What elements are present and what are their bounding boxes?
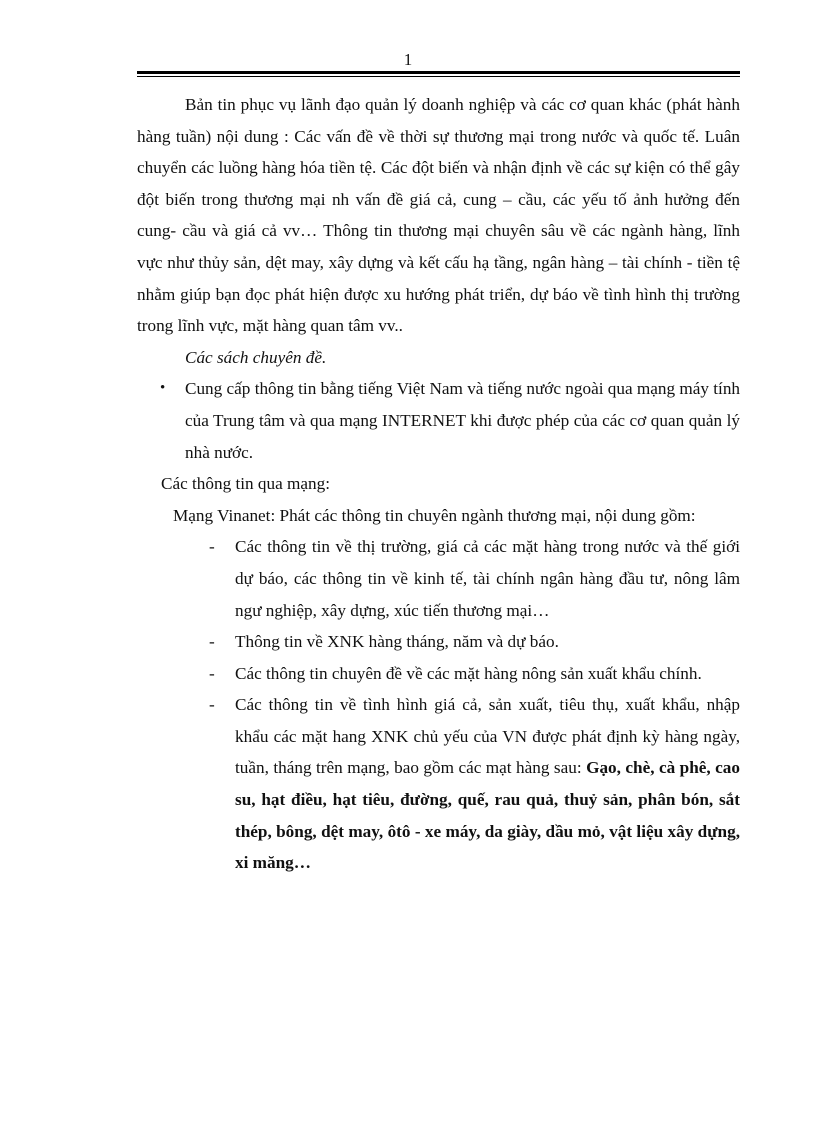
list-item-text: Các thông tin về tình hình giá cả, sản xuất, tiêu thụ, xuất khẩu, nhập khẩu các mặt hang XNK chủ yếu của VN được phát định kỳ hàng ngày, tuần, tháng trên mạng, bao gồm các mạt hàng sau: [235,695,740,778]
commodities-list: Gạo, chè, cà phê, cao su, hạt điều, hạt tiêu, đường, quế, rau quả, thuỷ sản, phân bón, sắt thép, bông, dệt may, ôtô - xe máy, da giày, dầu mỏ, vật liệu xây dựng, xi măng… [235,758,740,873]
dash-icon: - [209,695,215,715]
list-item [137,626,740,658]
dash-list [137,531,740,879]
list-item-text: Các thông tin về thị trường, giá cả các mặt hàng trong nước và thế giới dự báo, các thông tin về kinh tế, tài chính ngân hàng đầu tư, nông lâm ngư nghiệp, xây dựng, xúc tiến thương mại… [235,537,740,620]
list-item-text: Thông tin về XNK hàng tháng, năm và dự báo. [235,632,559,652]
bullet-icon: • [160,380,166,397]
bullet-text: Cung cấp thông tin bằng tiếng Việt Nam và tiếng nước ngoài qua mạng máy tính của Trung tâm và qua mạng INTERNET khi được phép của các cơ quan quản lý nhà nước. [185,379,741,462]
bullet-item [137,373,740,468]
vinanet-intro: Mạng Vinanet: Phát các thông tin chuyên ngành thương mại, nội dung gồm: [173,505,696,525]
specialized-books-heading: Các sách chuyên đề. [185,347,327,367]
header-rule-thin [137,76,740,77]
document-body [137,89,740,879]
list-item-text: Các thông tin chuyên đề về các mặt hàng nông sản xuất khẩu chính. [235,663,702,683]
dash-icon: - [209,537,215,557]
intro-paragraph: Bản tin phục vụ lãnh đạo quản lý doanh nghiệp và các cơ quan khác (phát hành hàng tuần) nội dung : Các vấn đề về thời sự thương mại trong nước và quốc tế. Luân chuyển các luồng hàng hóa tiền tệ. Các đột biến và nhận định về các sự kiện có thể gây đột biến trong thương mại nh vấn đề giá cả, cung – cầu, các yếu tố ảnh hưởng đến cung- cầu và giá cả vv… Thông tin thương mại chuyên sâu về các ngành hàng, lĩnh vực như thủy sản, dệt may, xây dựng và kết cấu hạ tầng, ngân hàng – tài chính - tiền tệ nhằm giúp bạn đọc phát hiện được xu hướng phát triển, dự báo về tình hình thị trường trong lĩnh vực, mặt hàng quan tâm vv.. [137,95,740,336]
list-item [137,689,740,879]
page-number: 1 [403,50,413,69]
dash-icon: - [209,632,215,652]
list-item [137,658,740,690]
list-item [137,531,740,626]
header-rule-thick [137,71,740,74]
network-info-heading: Các thông tin qua mạng: [161,474,330,494]
dash-icon: - [209,663,215,683]
